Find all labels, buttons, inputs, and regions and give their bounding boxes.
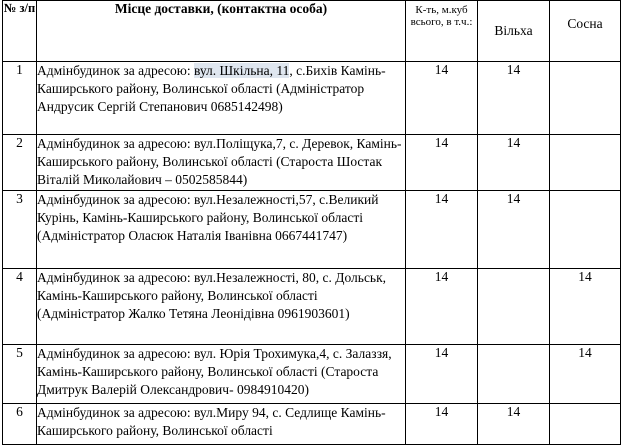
- pine-volume: 14: [550, 269, 621, 345]
- delivery-address: [37, 191, 406, 269]
- address-highlight: вул. Шкільна, 11: [193, 63, 290, 78]
- delivery-address: [37, 269, 406, 345]
- alder-volume: 14: [478, 62, 550, 135]
- table-row: [3, 135, 621, 191]
- alder-volume: [478, 345, 550, 404]
- header-number: № з/п: [3, 1, 37, 62]
- delivery-address: [37, 135, 406, 191]
- table-row: [3, 191, 621, 269]
- table-row: [3, 62, 621, 135]
- delivery-address: [37, 345, 406, 404]
- total-volume: 14: [406, 191, 478, 269]
- pine-volume: [550, 135, 621, 191]
- address-text: Адмінбудинок за адресою: вул.Поліщука,7, с. Деревок, Камінь- Каширського району, Волинської області (Староста Шостак Віталій Миколайович – 0502585844): [37, 136, 402, 187]
- alder-volume: 14: [478, 191, 550, 269]
- total-volume: 14: [406, 269, 478, 345]
- address-text-rest: , с.Бихів Камінь- Каширського району, Волинської області (Адміністратор Андрусик Сергій Степанович 0685142498): [37, 63, 386, 114]
- row-number: 6: [3, 404, 37, 445]
- address-text: Адмінбудинок за адресою: вул.Миру 94, с. Седлище Камінь- Каширського району, Волинської області: [37, 405, 386, 438]
- alder-volume: 14: [478, 135, 550, 191]
- header-alder: Вільха: [478, 1, 550, 62]
- table-row: [3, 345, 621, 404]
- row-number: 5: [3, 345, 37, 404]
- pine-volume: [550, 404, 621, 445]
- header-total-volume: К-ть, м.куб всього, в т.ч.:: [406, 1, 478, 62]
- address-text: Адмінбудинок за адресою: вул.Незалежності,57, с.Великий Курінь, Камінь-Каширського району, Волинської області (Адміністратор Оласюк Наталія Іванівна 0667441747): [37, 192, 379, 243]
- row-number: 4: [3, 269, 37, 345]
- header-pine: Сосна: [550, 1, 621, 62]
- address-text: Адмінбудинок за адресою:: [37, 63, 194, 78]
- total-volume: 14: [406, 62, 478, 135]
- pine-volume: [550, 191, 621, 269]
- header-row: [3, 1, 621, 62]
- delivery-address: [37, 404, 406, 445]
- total-volume: 14: [406, 404, 478, 445]
- row-number: 3: [3, 191, 37, 269]
- address-text: Адмінбудинок за адресою: вул.Незалежності, 80, с. Дольськ, Камінь-Каширського району, Волинської області (Адміністратор Жалко Тетяна Леонідівна 0961903601): [37, 270, 387, 321]
- delivery-table: [2, 0, 621, 445]
- delivery-address: [37, 62, 406, 135]
- pine-volume: 14: [550, 345, 621, 404]
- row-number: 2: [3, 135, 37, 191]
- alder-volume: 14: [478, 404, 550, 445]
- pine-volume: [550, 62, 621, 135]
- header-delivery-place: Місце доставки, (контактна особа): [37, 1, 406, 62]
- table-row: [3, 269, 621, 345]
- total-volume: 14: [406, 135, 478, 191]
- row-number: 1: [3, 62, 37, 135]
- total-volume: 14: [406, 345, 478, 404]
- alder-volume: [478, 269, 550, 345]
- address-text: Адмінбудинок за адресою: вул. Юрія Трохимука,4, с. Залаззя, Камінь-Каширського району, Волинської області (Староста Дмитрук Валерій Олександрович- 0984910420): [37, 346, 392, 397]
- table-row: [3, 404, 621, 445]
